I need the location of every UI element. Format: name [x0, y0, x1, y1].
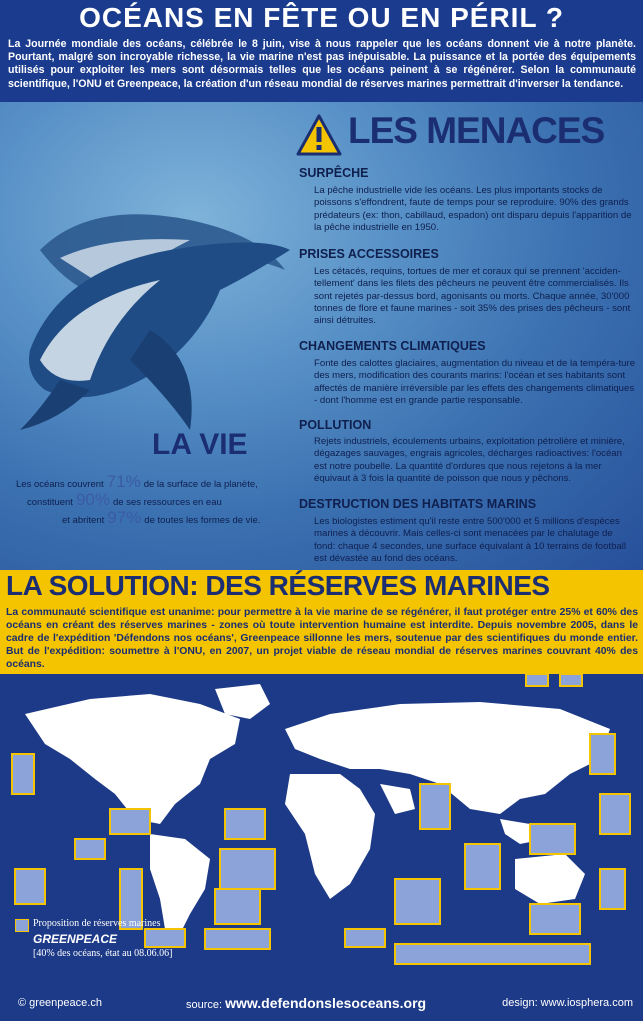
section-heading-pollution: POLLUTION — [299, 418, 372, 432]
vie-row — [62, 508, 260, 528]
menaces-title: LES MENACES — [348, 110, 605, 151]
greenpeace-logo: GREENPEACE — [33, 932, 118, 946]
vie-row-post: de ses ressources en eau — [112, 497, 222, 508]
footer-source-link[interactable]: www.defendonslesoceans.org — [225, 995, 427, 1011]
header-banner — [0, 0, 643, 102]
vie-row-pre: et abritent — [62, 515, 105, 526]
section-heading-climat: CHANGEMENTS CLIMATIQUES — [299, 339, 486, 353]
footer — [0, 989, 643, 1021]
vie-row-pre: constituent — [27, 497, 73, 508]
section-heading-habitats: DESTRUCTION DES HABITATS MARINS — [299, 497, 537, 511]
vie-row-post: de la surface de la planète, — [143, 479, 258, 490]
section-text-climat: Fonte des calottes glaciaires, augmentation du niveau et de la tempéra-ture des mers, modification des courants marins: l'océan et ses habitants sont affectés de manière irréversible par les effets des changements climatiques - dont l'homme est en grande partie responsable. — [314, 358, 636, 406]
vie-row — [16, 472, 258, 492]
vie-row — [27, 490, 222, 510]
section-text-prises: Les cétacés, requins, tortues de mer et coraux qui se prennent 'acciden-tellement' dans les filets des pêcheurs ne peuvent être commercialisés. Ils sont rejetés par-dessus bord, agonisants ou morts. Chaque année, 30'000 tonnes de flore et faune marines - soit 35% des prises des pêcheurs - sont ainsi détruites. — [314, 266, 631, 327]
footer-design: design: www.iosphera.com — [502, 997, 633, 1009]
intro-text: La Journée mondiale des océans, célébrée le 8 juin, vise à nous rappeler que les océans donnent vie à notre planète. Pourtant, malgré son incroyable richesse, la vie marine n'est pas inépuisable. La puissance et la portée des équipements utilisés pour exploiter les mers sont désormais telles que les océans peinent à se régénérer. Selon la communauté scientifique, l'ONU et Greenpeace, la création d'un réseau mondial de réserves marines permettrait d'inverser la tendance. — [8, 38, 636, 90]
vie-row-pre: Les océans couvrent — [16, 479, 104, 490]
vie-row-post: de toutes les formes de vie. — [144, 515, 261, 526]
vie-title: LA VIE — [152, 428, 248, 461]
section-heading-prises: PRISES ACCESSOIRES — [299, 247, 439, 261]
legend-label: Proposition de réserves marines — [33, 918, 161, 929]
vie-row-value: 90% — [75, 490, 110, 509]
section-text-habitats: Les biologistes estiment qu'il reste entre 500'000 et 5 millions d'espèces marines à découvrir. Mais celles-ci sont menacées par le chalutage de fond: chaque 4 secondes, une surface équivalant à 10 terrains de football est dévastée au fond des océans. — [314, 516, 627, 564]
section-heading-surpeche: SURPÊCHE — [299, 166, 369, 180]
section-text-pollution: Rejets industriels, écoulements urbains, exploitation pétrolière et minière, dégazages sauvages, engrais agricoles, décharges radioactives: l'océan est notre poubelle. La quantité d'ordures que nous rejetons à la mer équivaut à 3 fois la quantité de poisson que nous y pêchons. — [314, 436, 625, 484]
page-title: OCÉANS EN FÊTE OU EN PÉRIL ? — [79, 2, 564, 33]
vie-row-value: 71% — [106, 472, 141, 491]
warning-icon — [296, 114, 342, 156]
vie-row-value: 97% — [107, 508, 142, 527]
solution-title: LA SOLUTION: DES RÉSERVES MARINES — [6, 570, 550, 601]
legend-note: [40% des océans, état au 08.06.06] — [33, 948, 173, 959]
footer-source-label: source: — [186, 999, 223, 1011]
solution-text: La communauté scientifique est unanime: pour permettre à la vie marine de se régénérer, il faut protéger entre 25% et 60% des océans en créant des réserves marines - zones où toute intervention humaine est interdite. Depuis novembre 2005, dans le cadre de l'expédition 'Défendons nos océans', Greenpeace sillonne les mers, soutenue par des scientifiques du monde entier. But de l'expédition: soumettre à l'ONU, en 2007, un projet viable de réseau mondial de réserves marines couvrant 40% des océans. — [6, 607, 638, 670]
footer-copyright: © greenpeace.ch — [18, 997, 102, 1009]
section-text-surpeche: La pêche industrielle vide les océans. Les plus importants stocks de poissons s'effondrent, faute de temps pour se reproduire. 90% des grands prédateurs (ex: thon, cabillaud, espadon) ont disparu depuis l'apparition de la pêche industrielle en 1950. — [314, 185, 632, 233]
legend-swatch — [15, 919, 29, 932]
whale-illustration — [0, 140, 300, 450]
footer-source — [186, 995, 426, 1011]
